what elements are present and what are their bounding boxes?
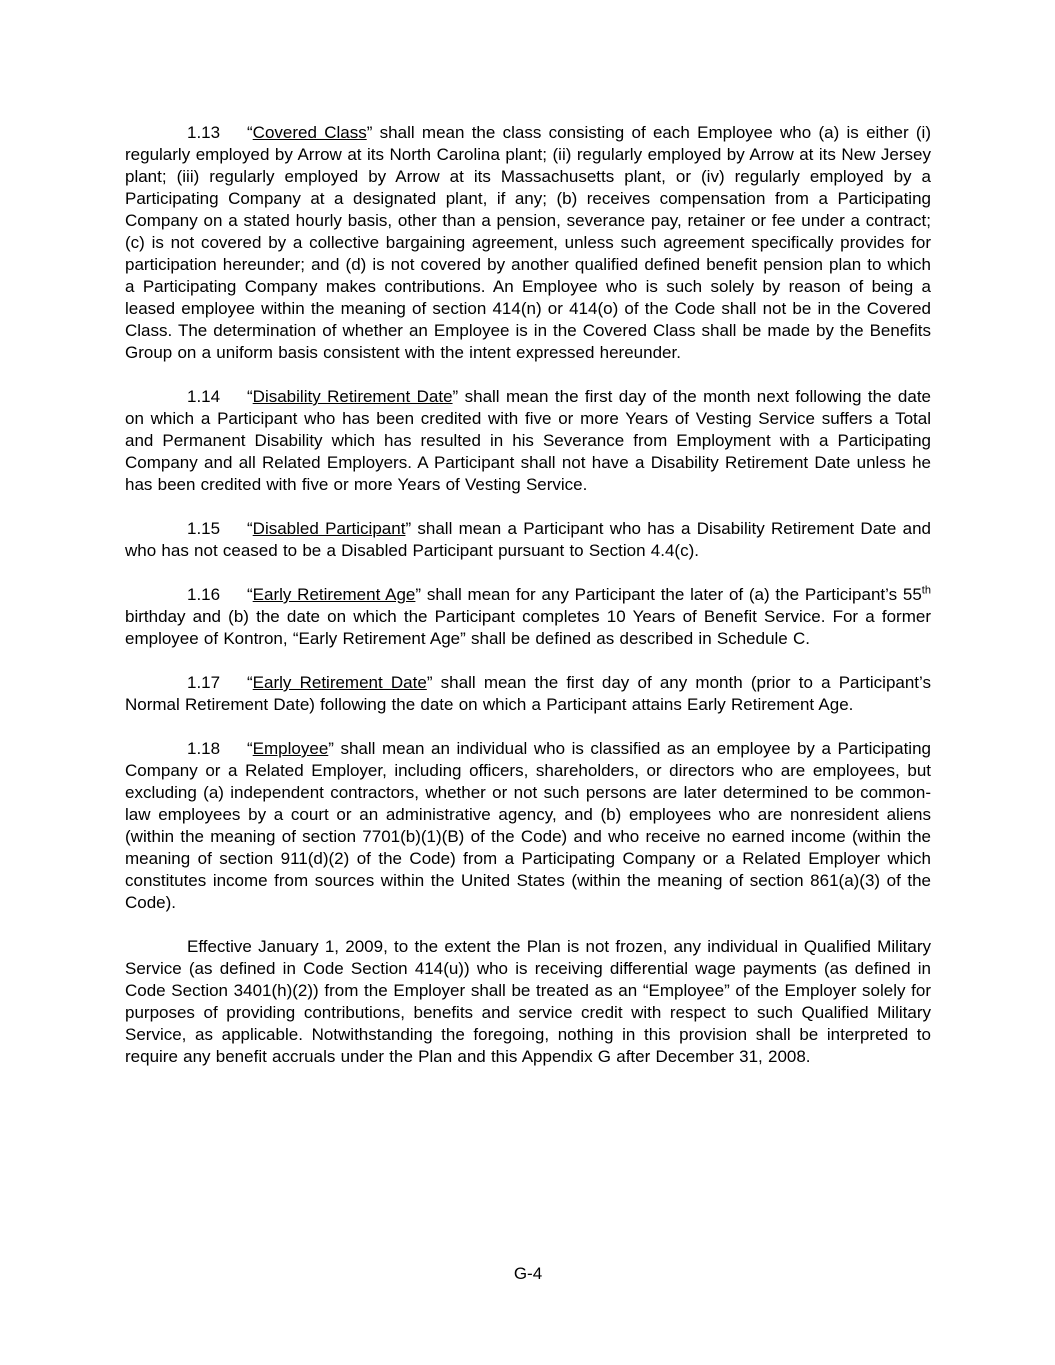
document-body (125, 122, 931, 1090)
paragraph-text: ” shall mean the class consisting of each Employee who (a) is either (i) regularly employed by Arrow at its North Carolina plant; (ii) regularly employed by Arrow at its New Jersey plant; (iii) regularly employed by Arrow at its Massachusetts plant, or (iv) regularly employed by a Participating Company at a designated plant, if any; (b) receives compensation from a Participating Company on a stated hourly basis, other than a pension, severance pay, retainer or fee under a contract; (c) is not covered by a collective bargaining agreement, unless such agreement specifically provides for participation hereunder; and (d) is not covered by another qualified defined benefit pension plan to which a Participating Company makes contributions. An Employee who is such solely by reason of being a leased employee within the meaning of section 414(n) or 414(o) of the Code shall not be in the Covered Class. The determination of whether an Employee is in the Covered Class shall be made by the Benefits Group on a uniform basis consistent with the intent expressed hereunder. (125, 123, 931, 362)
section-number: 1.14 (187, 387, 221, 406)
open-quote: “ (247, 519, 253, 538)
defined-term: Disability Retirement Date (252, 387, 453, 406)
defined-term: Disabled Participant (252, 519, 406, 538)
paragraph-1-15 (125, 518, 931, 562)
paragraph-text: ” shall mean the first day of any month (prior to a Participant’s Normal Retirement Date) following the date on which a Participant attains Early Retirement Age. (125, 673, 931, 714)
paragraph-text: birthday and (b) the date on which the Participant completes 10 Years of Benefit Service. For a former employee of Kontron, “Early Retirement Age” shall be defined as described in Schedule C. (125, 607, 931, 648)
defined-term: Covered Class (252, 123, 367, 142)
paragraph-1-18 (125, 738, 931, 914)
open-quote: “ (247, 123, 253, 142)
open-quote: “ (247, 739, 253, 758)
open-quote: “ (247, 387, 253, 406)
paragraph-1-16 (125, 584, 931, 650)
section-number: 1.16 (187, 585, 221, 604)
paragraph-text: Effective January 1, 2009, to the extent the Plan is not frozen, any individual in Qualified Military Service (as defined in Code Section 414(u)) who is receiving differential wage payments (as defined in Code Section 3401(h)(2)) from the Employer shall be treated as an “Employee” of the Employer solely for purposes of providing contributions, benefits and service credit with respect to such Qualified Military Service, as applicable. Notwithstanding the foregoing, nothing in this provision shall be interpreted to require any benefit accruals under the Plan and this Appendix G after December 31, 2008. (125, 937, 931, 1066)
defined-term: Employee (252, 739, 329, 758)
open-quote: “ (247, 585, 253, 604)
section-number: 1.13 (187, 123, 221, 142)
paragraph-text: ” shall mean an individual who is classified as an employee by a Participating Company or a Related Employer, including officers, shareholders, or directors who are employees, but excluding (a) independent contractors, whether or not such persons are later determined to be common-law employees by a court or an administrative agency, and (b) employees who are nonresident aliens (within the meaning of section 7701(b)(1)(B) of the Code) and who receive no earned income (within the meaning of section 911(d)(2) of the Code) from a Participating Company or a Related Employer which constitutes income from sources within the United States (within the meaning of section 861(a)(3) of the Code). (125, 739, 931, 912)
paragraph-1-17 (125, 672, 931, 716)
defined-term: Early Retirement Date (252, 673, 427, 692)
paragraph-text: ” shall mean for any Participant the later of (a) the Participant’s 55 (415, 585, 922, 604)
paragraph-effective-date (125, 936, 931, 1068)
open-quote: “ (247, 673, 253, 692)
paragraph-text: ” shall mean the first day of the month next following the date on which a Participant who has been credited with five or more Years of Vesting Service suffers a Total and Permanent Disability which has resulted in his Severance from Employment with a Participating Company and all Related Employers. A Participant shall not have a Disability Retirement Date unless he has been credited with five or more Years of Vesting Service. (125, 387, 932, 494)
section-number: 1.18 (187, 739, 221, 758)
paragraph-text: ” shall mean a Participant who has a Disability Retirement Date and who has not ceased to be a Disabled Participant pursuant to Section 4.4(c). (125, 519, 931, 560)
ordinal-superscript: th (921, 584, 931, 597)
section-number: 1.15 (187, 519, 221, 538)
section-number: 1.17 (187, 673, 221, 692)
page-footer (125, 1263, 931, 1285)
paragraph-1-13 (125, 122, 931, 364)
defined-term: Early Retirement Age (252, 585, 416, 604)
page-number: G-4 (513, 1264, 543, 1283)
paragraph-1-14 (125, 386, 931, 496)
